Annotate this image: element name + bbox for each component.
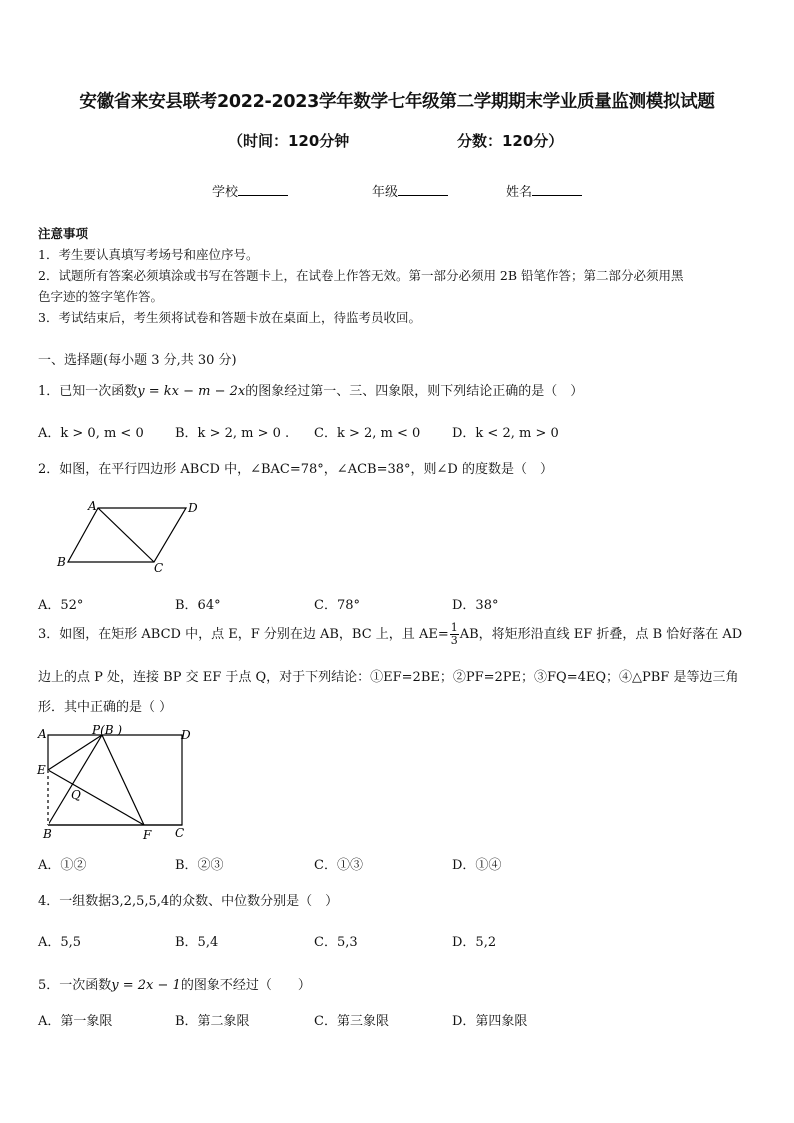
school-field: 学校 — [212, 181, 288, 200]
q4-option-d: D．5,2 — [452, 935, 497, 950]
exam-time: （时间：120分钟 — [228, 132, 350, 150]
q5-option-c: C．第三象限 — [314, 1014, 389, 1029]
parallelogram-figure — [50, 496, 210, 576]
q3-option-d: D．①④ — [452, 858, 502, 873]
q4-option-a: A．5,5 — [38, 935, 82, 950]
q1-option-a: A．k > 0, m < 0 — [38, 426, 144, 441]
segment-bp — [48, 735, 102, 825]
q5-formula: y = 2x − 1 — [111, 978, 181, 993]
notes-heading: 注意事项 — [38, 226, 89, 241]
q5-option-a: A．第一象限 — [38, 1014, 113, 1029]
name-field: 姓名 — [506, 181, 582, 200]
label-a: A — [38, 727, 47, 741]
question-1: 1．已知一次函数y = kx − m − 2x的图象经过第一、三、四象限，则下列结论正确的是（ ） — [38, 384, 584, 399]
segment-pf — [102, 735, 144, 825]
q4-option-c: C．5,3 — [314, 935, 358, 950]
q4-data: 3,2,5,5,4 — [111, 894, 170, 909]
rectangle-abcd — [48, 735, 182, 825]
grade-blank — [398, 183, 448, 196]
question-3-line-2: 边上的点 P 处，连接 BP 交 EF 于点 Q，对于下列结论：①EF=2BE；②PF=2PE；③FQ=4EQ；④△PBF 是等边三角 — [38, 670, 739, 685]
q2-option-c: C．78° — [314, 598, 360, 613]
label-d: D — [188, 501, 198, 515]
q3-option-c: C．①③ — [314, 858, 363, 873]
label-e: E — [37, 763, 46, 777]
diagonal-ac — [98, 508, 154, 562]
fraction-one-third: $\frac{1}{3}$ — [450, 621, 458, 647]
label-c: C — [175, 826, 185, 840]
q3-option-b: B．②③ — [175, 858, 224, 873]
label-f: F — [143, 828, 152, 842]
q2-option-b: B．64° — [175, 598, 221, 613]
exam-title: 安徽省来安县联考2022-2023学年数学七年级第二学期期末学业质量监测模拟试题 — [79, 92, 715, 112]
q1-formula: y = kx − m − 2x — [137, 384, 246, 399]
note-item-2-cont: 色字迹的签字笔作答。 — [38, 289, 164, 304]
question-4: 4．一组数据3,2,5,5,4的众数、中位数分别是（ ） — [38, 894, 339, 909]
note-item-3: 3．考试结束后，考生须将试卷和答题卡放在桌面上，待监考员收回。 — [38, 310, 421, 325]
q5-option-b: B．第二象限 — [175, 1014, 250, 1029]
q5-option-d: D．第四象限 — [452, 1014, 528, 1029]
rectangle-fold-figure — [34, 722, 204, 846]
q2-option-d: D．38° — [452, 598, 499, 613]
segment-ep — [48, 735, 102, 770]
section-heading: 一、选择题(每小题 3 分,共 30 分) — [38, 353, 237, 368]
school-blank — [238, 183, 288, 196]
note-item-1: 1．考生要认真填写考场号和座位序号。 — [38, 247, 259, 262]
question-3-line-3: 形．其中正确的是（ ） — [38, 700, 173, 715]
parallelogram-abcd — [68, 508, 186, 562]
exam-score: 分数：120分） — [457, 132, 564, 150]
name-blank — [532, 183, 582, 196]
q1-option-d: D．k < 2, m > 0 — [452, 426, 559, 441]
label-d: D — [181, 728, 191, 742]
question-2: 2．如图，在平行四边形 ABCD 中，∠BAC=78°，∠ACB=38°，则∠D 的度数是（ ） — [38, 462, 553, 477]
label-q: Q — [71, 788, 81, 802]
grade-field: 年级 — [372, 181, 448, 200]
label-b: B — [57, 555, 66, 569]
question-5: 5．一次函数y = 2x − 1的图象不经过（ ） — [38, 978, 311, 993]
fold-line-ef — [48, 770, 144, 825]
q1-option-b: B．k > 2, m > 0 . — [175, 426, 290, 441]
label-c: C — [154, 561, 164, 575]
note-item-2: 2．试题所有答案必须填涂或书写在答题卡上，在试卷上作答无效。第一部分必须用 2B 铅笔作答；第二部分必须用黑 — [38, 268, 684, 283]
q4-option-b: B．5,4 — [175, 935, 219, 950]
question-3-line-1: 3．如图，在矩形 ABCD 中，点 E，F 分别在边 AB，BC 上，且 AE= $\frac{1}{3}$ AB，将矩形沿直线 EF 折叠，点 B 恰好落在 AD — [38, 621, 743, 647]
q1-option-c: C．k > 2, m < 0 — [314, 426, 421, 441]
label-b: B — [43, 827, 52, 841]
label-a: A — [88, 499, 97, 513]
q2-option-a: A．52° — [38, 598, 84, 613]
label-p-b: P(B ) — [92, 723, 123, 737]
q3-option-a: A．①② — [38, 858, 87, 873]
